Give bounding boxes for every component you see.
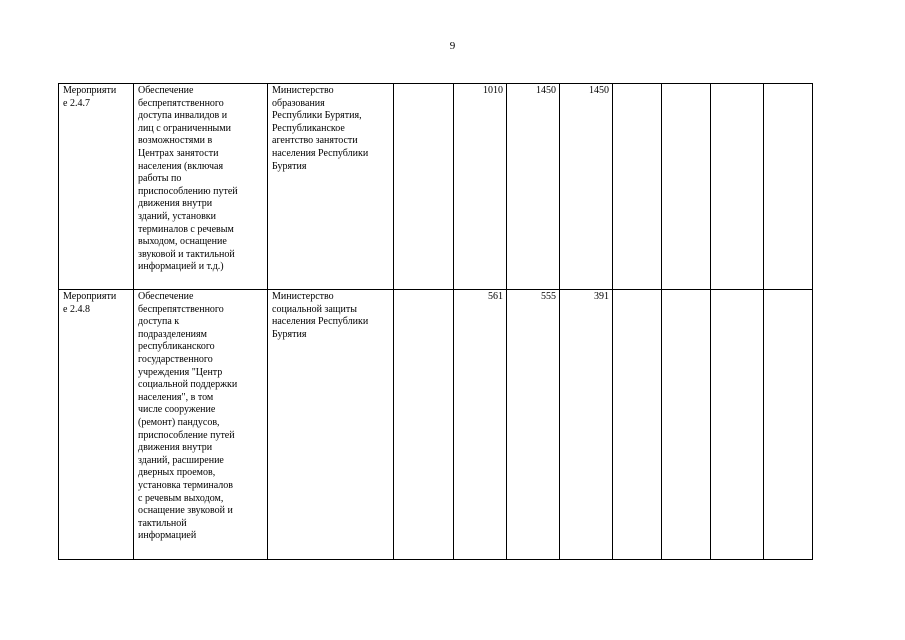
empty-cell (613, 84, 662, 290)
empty-cell (711, 290, 764, 560)
program-table (58, 83, 813, 560)
empty-cell (394, 290, 454, 560)
empty-cell (764, 290, 813, 560)
value-cell: 1010 (454, 84, 507, 290)
table-row (59, 290, 813, 560)
measure-code-cell: Мероприяти е 2.4.7 (59, 84, 134, 290)
empty-cell (764, 84, 813, 290)
measure-description-cell: Обеспечение беспрепятственного доступа к подразделениям республиканского государственного учреждения "Центр социальной поддержки населения", в том числе сооружение (ремонт) пандусов, приспособление путей движения внутри зданий, расширение дверных проемов, установка терминалов с речевым выходом, оснащение звуковой и тактильной информацией (134, 290, 268, 560)
value-cell: 1450 (560, 84, 613, 290)
value-cell: 391 (560, 290, 613, 560)
executor-cell: Министерство социальной защиты населения Республики Бурятия (268, 290, 394, 560)
empty-cell (711, 84, 764, 290)
table-row (59, 84, 813, 290)
measure-description-cell: Обеспечение беспрепятственного доступа инвалидов и лиц с ограниченными возможностями в Центрах занятости населения (включая работы по приспособлению путей движения внутри зданий, установки терминалов с речевым выходом, оснащение звуковой и тактильной информацией и т.д.) (134, 84, 268, 290)
executor-cell: Министерство образования Республики Бурятия, Республиканское агентство занятости населения Республики Бурятия (268, 84, 394, 290)
value-cell: 1450 (507, 84, 560, 290)
value-cell: 555 (507, 290, 560, 560)
page-number: 9 (449, 40, 456, 52)
empty-cell (662, 84, 711, 290)
value-cell: 561 (454, 290, 507, 560)
empty-cell (613, 290, 662, 560)
empty-cell (394, 84, 454, 290)
empty-cell (662, 290, 711, 560)
measure-code-cell: Мероприяти е 2.4.8 (59, 290, 134, 560)
